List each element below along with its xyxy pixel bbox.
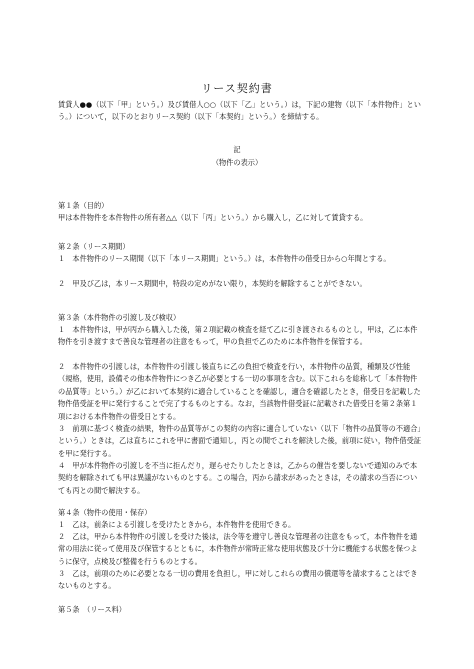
article-1-body: 甲は本件物件を本件物件の所有者△△（以下「丙」という。）から購入し，乙に対して賃貸する。 [58,213,368,222]
article-1-heading: 第１条（目的） [58,201,109,210]
preamble-paragraph: 賃貸人●●（以下「甲」という。）及び賃借人○○（以下「乙」という。）は，下記の建物（以下「本件物件」という。）について，以下のとおりリース契約（以下「本契約」という。）を締結する。 [58,100,421,122]
article-3-item: ４ 甲が本件物件の引渡しを不当に拒んだり，遅らせたりしたときは，乙からの催告を要しないで通知のみで本契約を解除されても甲は異議がないものとする。この場合，丙から請求があったときは，その請求の当否についても丙との間で解決する。 [58,461,418,495]
article-3-heading: 第３条（本件物件の引渡し及び検収） [58,313,181,322]
article-2-item: １ 本件物件のリース期間（以下「本リース期間」という。）は，本件物件の借受日から○年間とする。 [58,254,391,263]
property-display-label: （物件の表示） [211,158,263,167]
ki-label: 記 [233,145,241,154]
article-5-heading: 第５条 （リース料） [58,605,126,614]
article-3-item: ２ 本件物件の引渡しは，本件物件の引渡し後直ちに乙の負担で検査を行い，本件物件の品質，種類及び性能（規格，使用，設備その他本件物件につき乙が必要とする一切の事項を含む。以下これらを総称して「本件物件の品質等」という。）が乙において本契約に適合していることを確認し，適合を確認したとき，借受日を記載した物件借受証を甲に発行することで完了するものとする。なお，当該物件借受証に記載された借受日を第２条第１項における本件物件の借受日とする。 [58,362,421,421]
article-4-item: ３ 乙は，前項のために必要となる一切の費用を負担し，甲に対しこれらの費用の償還等を請求することはできないものとする。 [58,569,418,591]
article-2-heading: 第２条（リース期間） [58,242,130,251]
article-3-item: １ 本件物件は，甲が丙から購入した後，第２項記載の検査を経て乙に引き渡されるものとし，甲は，乙に本件物件を引き渡すまで善良な管理者の注意をもって，甲の負担で乙のために本件物件を保管する。 [58,325,418,347]
article-4-item: １ 乙は，前条による引渡しを受けたときから，本件物件を使用できる。 [58,520,296,529]
article-3-item: ３ 前項に基づく検査の結果，物件の品質等がこの契約の内容に適合していない（以下「物件の品質等の不適合」という。）ときは，乙は直ちにこれを甲に書面で通知し，丙との間でこれを解決した後，前項に従い，物件借受証を甲に発行する。 [58,424,421,458]
document-title: リース契約書 [201,82,273,95]
article-4-item: ２ 乙は，甲から本件物件の引渡しを受けた後は，法令等を遵守し善良な管理者の注意をもって，本件物件を通常の用法に従って使用及び保管するとともに，本件物件が常時正常な使用状態及び十分に機能する状態を保つように保守，点検及び整備を行うものとする。 [58,532,418,566]
article-2-item: ２ 甲及び乙は，本リース期間中，特段の定めがない限り，本契約を解除することができない。 [58,279,367,288]
article-4-heading: 第４条（物件の使用・保存） [58,508,152,517]
